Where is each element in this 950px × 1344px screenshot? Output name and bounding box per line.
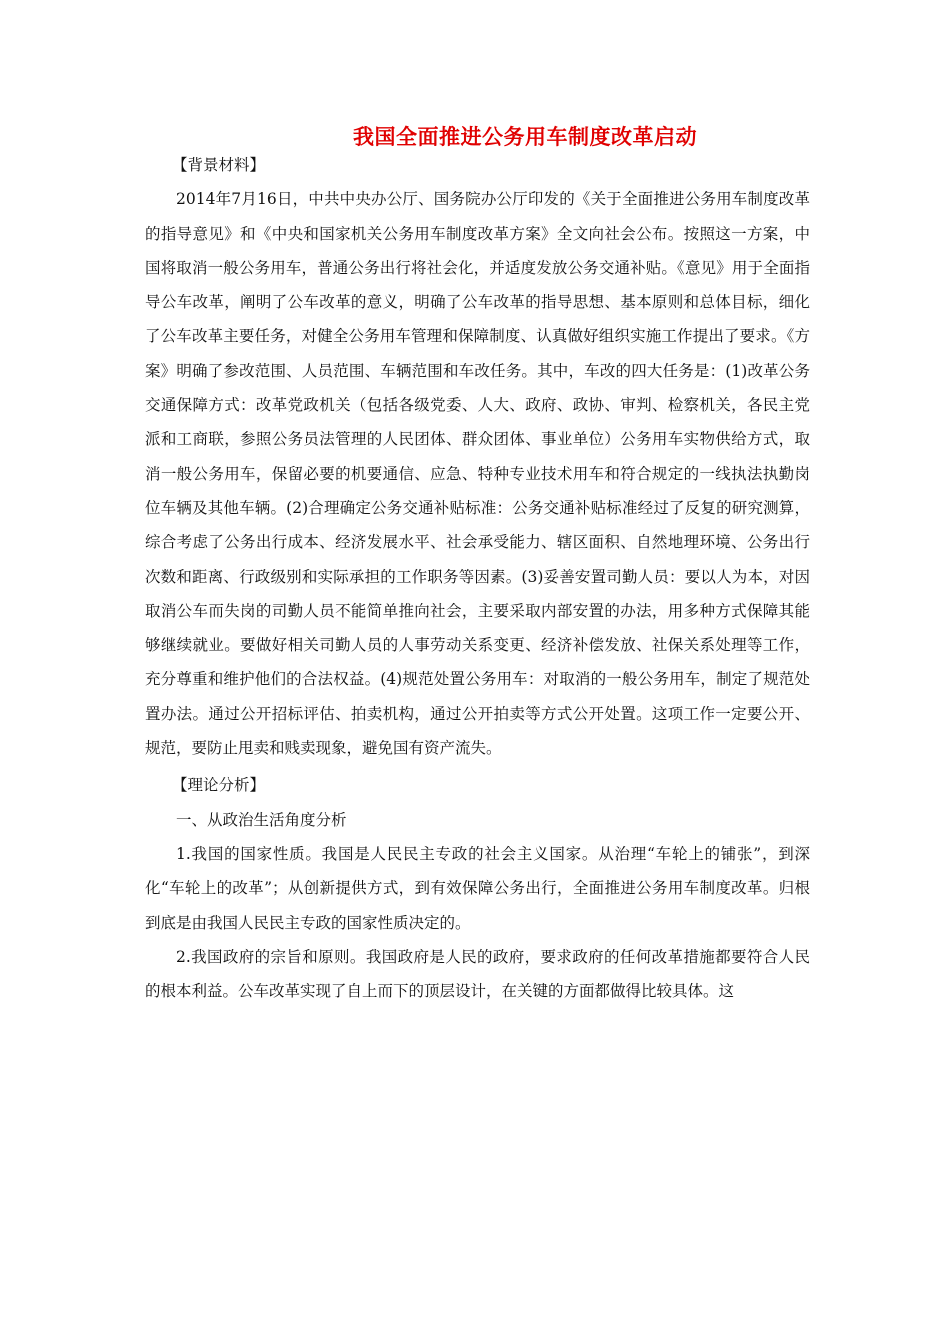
point-two-paragraph: 2.我国政府的宗旨和原则。我国政府是人民的政府，要求政府的任何改革措施都要符合人民的根本利益。公车改革实现了自上而下的顶层设计，在关键的方面都做得比较具体。这 [145,947,810,1001]
point-one-paragraph: 1.我国的国家性质。我国是人民民主专政的社会主义国家。从治理“车轮上的铺张”，到深化“车轮上的改革”；从创新提供方式，到有效保障公务出行，全面推进公务用车制度改革。归根到底是由我国人民民主专政的国家性质决定的。 [145,844,810,932]
document-title: 我国全面推进公务用车制度改革启动 [353,125,697,149]
document-body [145,148,810,1008]
background-paragraph: 2014年7月16日，中共中央办公厅、国务院办公厅印发的《关于全面推进公务用车制度改革的指导意见》和《中央和国家机关公务用车制度改革方案》全文向社会公布。按照这一方案，中国将取消一般公务用车，普通公务出行将社会化，并适度发放公务交通补贴。《意见》用于全面指导公车改革，阐明了公车改革的意义，明确了公车改革的指导思想、基本原则和总体目标，细化了公车改革主要任务，对健全公务用车管理和保障制度、认真做好组织实施工作提出了要求。《方案》明确了参改范围、人员范围、车辆范围和车改任务。其中，车改的四大任务是：(1)改革公务交通保障方式：改革党政机关（包括各级党委、人大、政府、政协、审判、检察机关，各民主党派和工商联，参照公务员法管理的人民团体、群众团体、事业单位）公务用车实物供给方式，取消一般公务用车，保留必要的机要通信、应急、特种专业技术用车和符合规定的一线执法执勤岗位车辆及其他车辆。(2)合理确定公务交通补贴标准：公务交通补贴标准经过了反复的研究测算，综合考虑了公务出行成本、经济发展水平、社会承受能力、辖区面积、自然地理环境、公务出行次数和距离、行政级别和实际承担的工作职务等因素。(3)妥善安置司勤人员：要以人为本，对因取消公车而失岗的司勤人员不能简单推向社会，主要采取内部安置的办法，用多种方式保障其能够继续就业。要做好相关司勤人员的人事劳动关系变更、经济补偿发放、社保关系处理等工作，充分尊重和维护他们的合法权益。(4)规范处置公务用车：对取消的一般公务用车，制定了规范处置办法。通过公开招标评估、拍卖机构，通过公开拍卖等方式公开处置。这项工作一定要公开、规范，要防止甩卖和贱卖现象，避免国有资产流失。 [145,190,810,758]
background-heading: 【背景材料】 [172,156,266,174]
analysis-heading: 【理论分析】 [172,776,266,795]
section-one-heading: 一、从政治生活角度分析 [176,810,347,829]
